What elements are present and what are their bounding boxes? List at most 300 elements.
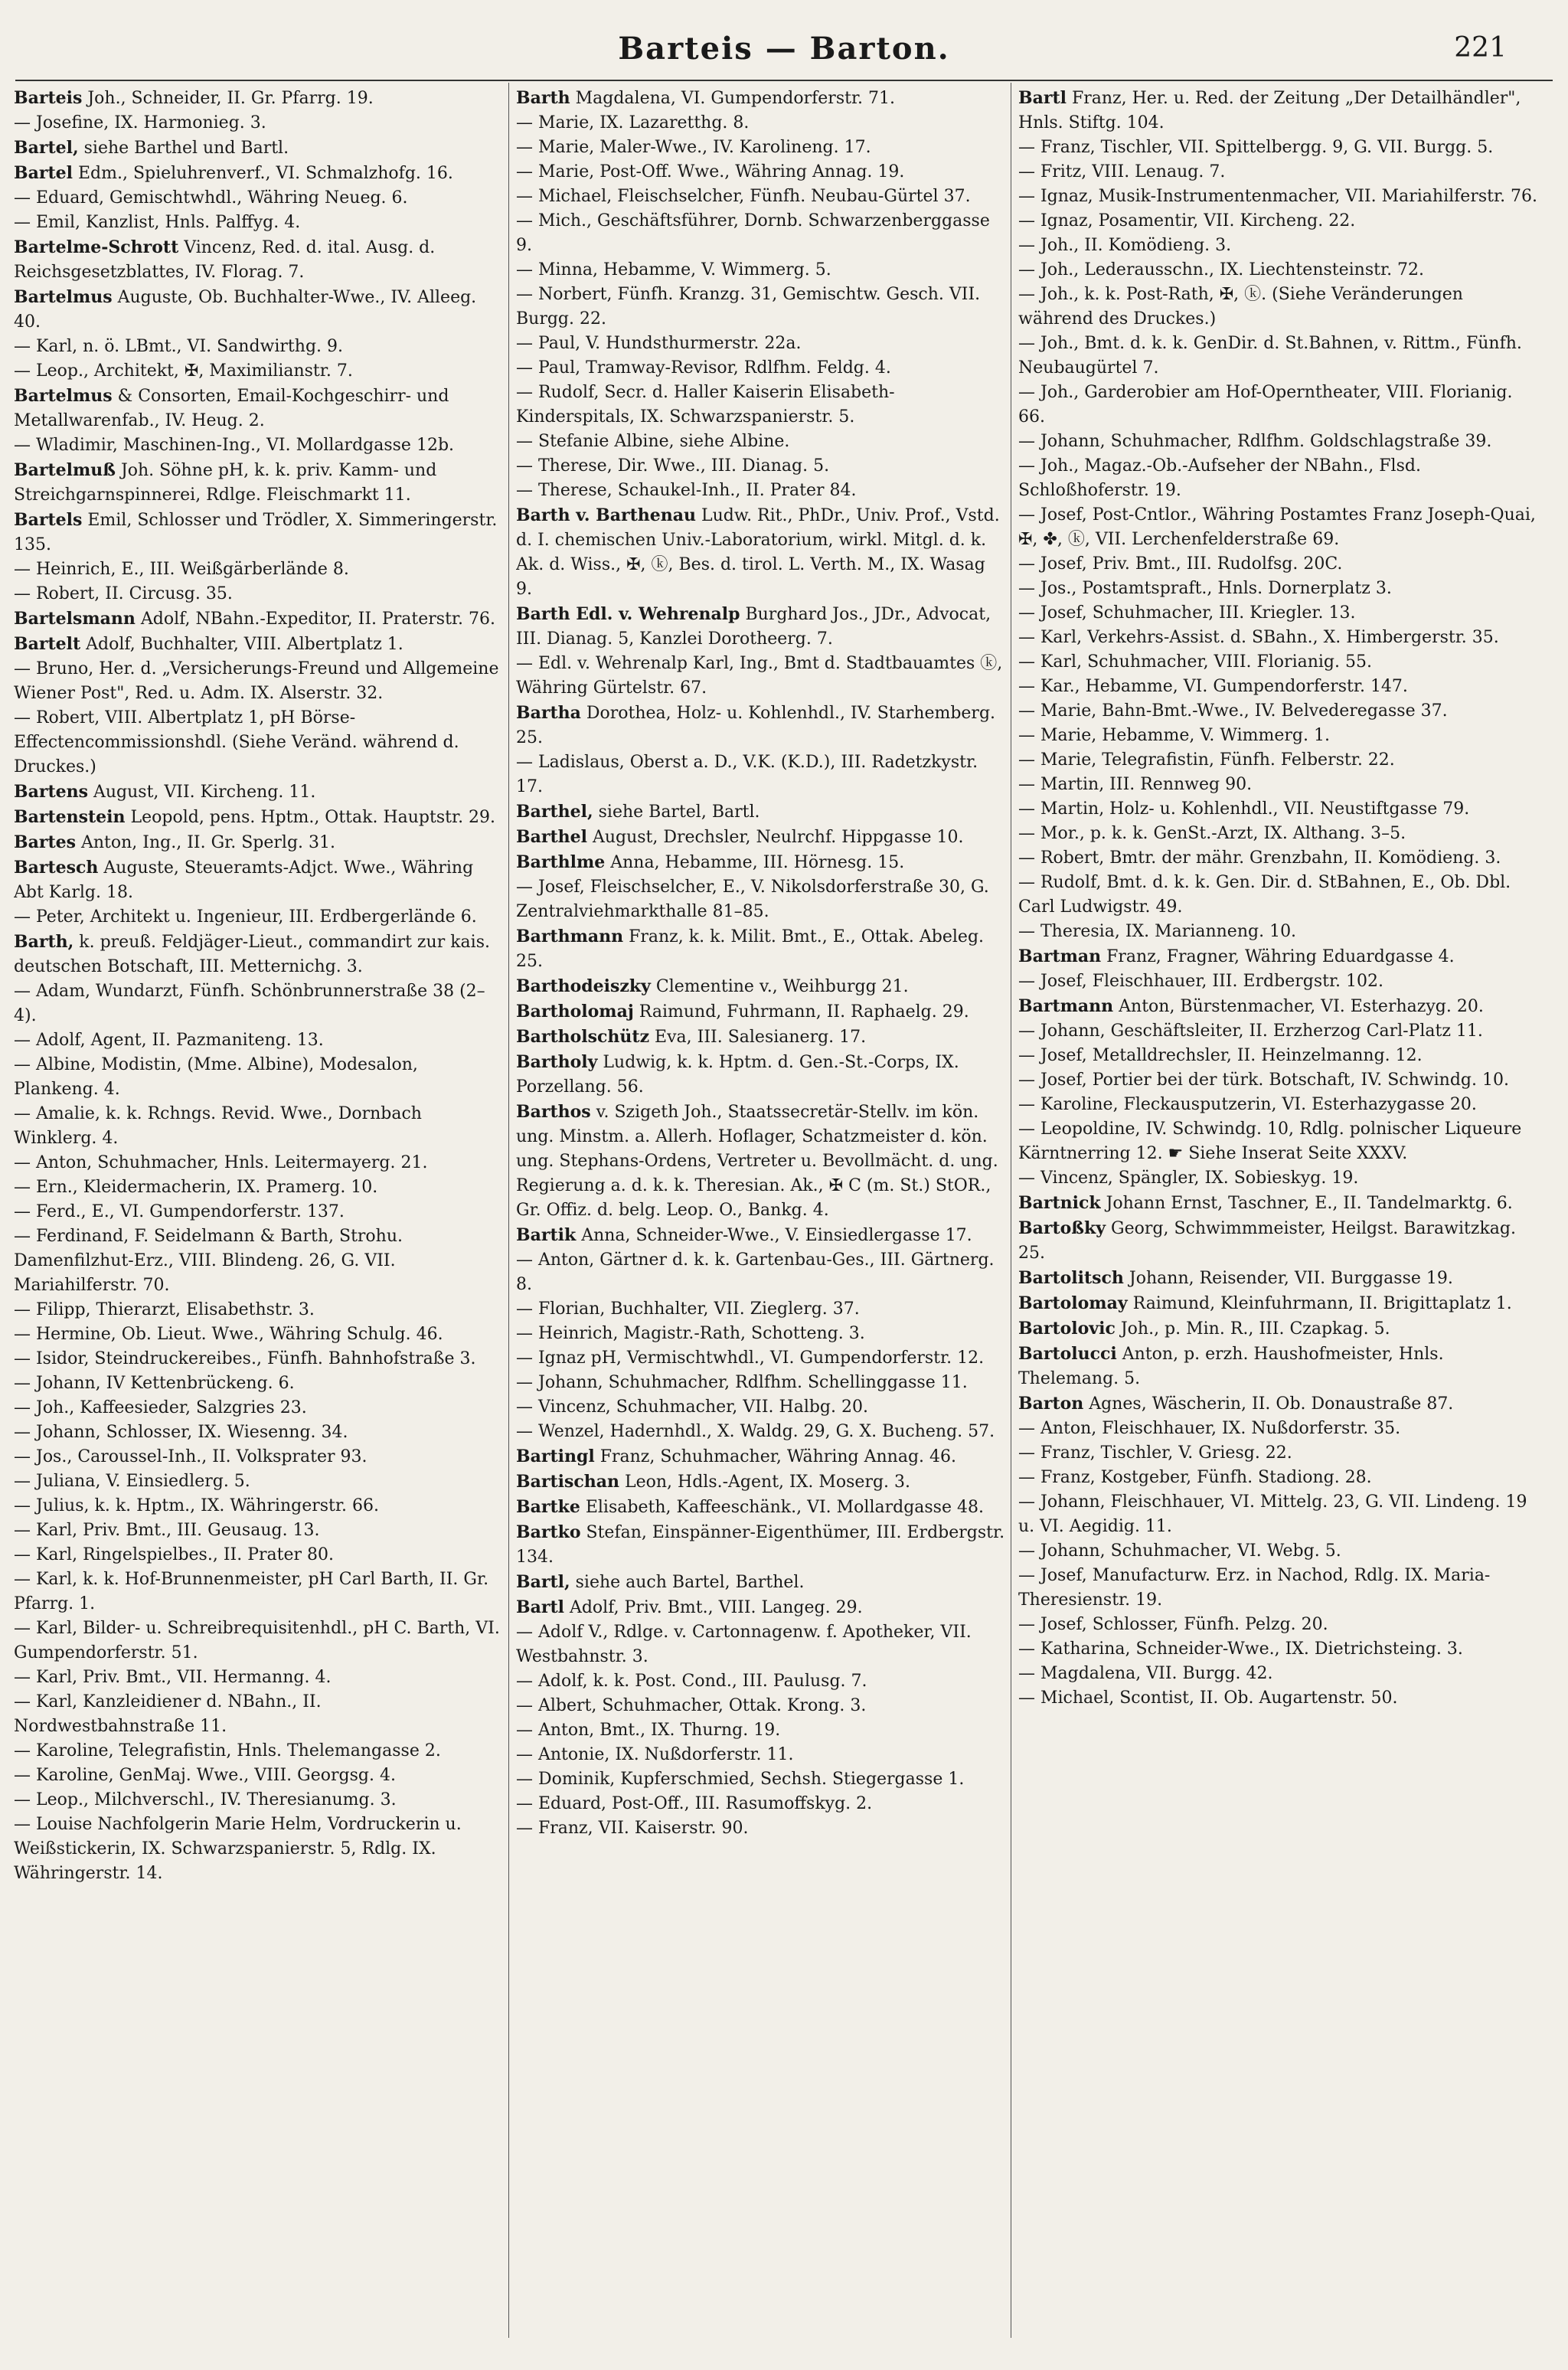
- directory-entry: [14, 1396, 504, 1420]
- entry-details: Johann, Reisender, VII. Burggasse 19.: [1123, 1269, 1453, 1288]
- directory-entry: [1018, 1166, 1539, 1191]
- entry-details: — Robert, VIII. Albertplatz 1, pH Börse-Effectencommissionshdl. (Siehe Veränd. während d. Druckes.): [14, 708, 459, 776]
- directory-entry: [1018, 577, 1539, 601]
- entry-details: — Norbert, Fünfh. Kranzg. 31, Gemischtw. Gesch. VII. Burgg. 22.: [516, 285, 981, 329]
- entry-details: — Karoline, GenMaj. Wwe., VIII. Georgsg. 4.: [14, 1766, 396, 1785]
- entry-details: — Josef, Portier bei der türk. Botschaft, IV. Schwindg. 10.: [1018, 1071, 1509, 1090]
- entry-details: — Joh., Garderobier am Hof-Operntheater, VIII. Florianig. 66.: [1018, 383, 1513, 427]
- directory-entry: [14, 1151, 504, 1175]
- entry-surname: Barth Edl. v. Wehrenalp: [516, 604, 740, 624]
- entry-details: — Martin, III. Rennweg 90.: [1018, 775, 1253, 794]
- directory-entry: [516, 1420, 1006, 1444]
- directory-entry: [14, 1200, 504, 1224]
- directory-entry: [1018, 430, 1539, 454]
- directory-entry: [1018, 1564, 1539, 1613]
- directory-entry: [516, 1816, 1006, 1841]
- entry-details: — Franz, Tischler, VII. Spittelbergg. 9, G. VII. Burgg. 5.: [1018, 138, 1494, 157]
- entry-details: — Filipp, Thierarzt, Elisabethstr. 3.: [14, 1300, 315, 1319]
- directory-entry: [516, 1248, 1006, 1297]
- entry-surname: Bartel: [14, 163, 73, 183]
- directory-entry: [14, 1813, 504, 1886]
- directory-entry: [14, 1102, 504, 1151]
- entry-details: — Stefanie Albine, siehe Albine.: [516, 432, 790, 451]
- directory-entry: [516, 1050, 1006, 1100]
- entry-details: — Vincenz, Schuhmacher, VII. Halbg. 20.: [516, 1397, 868, 1417]
- entry-details: — Juliana, V. Einsiedlerg. 5.: [14, 1472, 250, 1491]
- entry-details: — Julius, k. k. Hptm., IX. Währingerstr. 66.: [14, 1496, 379, 1515]
- directory-entry: [14, 1322, 504, 1347]
- directory-entry: [1018, 944, 1539, 969]
- directory-entry: [516, 283, 1006, 332]
- entry-details: — Rudolf, Bmt. d. k. k. Gen. Dir. d. StBahnen, E., Ob. Dbl. Carl Ludwigstr. 49.: [1018, 873, 1511, 917]
- entry-details: — Josef, Priv. Bmt., III. Rudolfsg. 20C.: [1018, 554, 1343, 574]
- directory-entry: [1018, 699, 1539, 724]
- directory-entry: [14, 1371, 504, 1396]
- entry-details: Johann Ernst, Taschner, E., II. Tandelmarktg. 6.: [1100, 1194, 1513, 1213]
- directory-entry: [1018, 650, 1539, 675]
- entry-details: — Josef, Metalldrechsler, II. Heinzelmanng. 12.: [1018, 1046, 1423, 1065]
- entry-details: Raimund, Fuhrmann, II. Raphaelg. 29.: [633, 1002, 969, 1022]
- directory-entry: [14, 1224, 504, 1298]
- directory-entry: [14, 335, 504, 359]
- entry-details: — Louise Nachfolgerin Marie Helm, Vordruckerin u. Weißstickerin, IX. Schwarzspanierstr. 5, Rdlg. IX. Währingerstr. 14.: [14, 1815, 462, 1883]
- entry-surname: Bartelmus: [14, 287, 113, 307]
- entry-surname: Bartholomaj: [516, 1002, 634, 1022]
- directory-entry: [14, 557, 504, 582]
- directory-entry: [1018, 1441, 1539, 1466]
- entry-details: — Amalie, k. k. Rchngs. Revid. Wwe., Dornbach Winklerg. 4.: [14, 1104, 422, 1148]
- directory-entry: [14, 1617, 504, 1666]
- entry-details: Vincenz, Red. d. ital. Ausg. d. Reichsgesetzblattes, IV. Florag. 7.: [14, 238, 436, 282]
- entry-details: — Florian, Buchhalter, VII. Zieglerg. 37.: [516, 1299, 860, 1319]
- entry-details: Anton, Bürstenmacher, VI. Esterhazyg. 20.: [1113, 997, 1484, 1016]
- column-divider: [508, 83, 509, 2338]
- entry-details: — Josef, Schlosser, Fünfh. Pelzg. 20.: [1018, 1615, 1328, 1634]
- entry-details: Dorothea, Holz- u. Kohlenhdl., IV. Starhemberg. 25.: [516, 704, 996, 747]
- directory-entry: [1018, 994, 1539, 1019]
- entry-details: — Ferdinand, F. Seidelmann & Barth, Strohu. Damenfilzhut-Erz., VIII. Blindeng. 26, G. VII. Mariahilferstr. 70.: [14, 1227, 403, 1295]
- entry-details: Franz, Fragner, Währing Eduardgasse 4.: [1101, 947, 1455, 966]
- directory-entry: [14, 1347, 504, 1371]
- page-number: 221: [1454, 32, 1507, 64]
- entry-details: — Franz, VII. Kaiserstr. 90.: [516, 1819, 749, 1838]
- entry-details: — Heinrich, E., III. Weißgärberlände 8.: [14, 560, 349, 579]
- directory-entry: [1018, 773, 1539, 797]
- directory-entry: [516, 209, 1006, 258]
- directory-entry: [516, 381, 1006, 430]
- entry-details: Clementine v., Weihburgg 21.: [650, 977, 909, 996]
- directory-entry: [14, 582, 504, 606]
- directory-entry: [516, 86, 1006, 111]
- directory-entry: [516, 332, 1006, 356]
- column-2: [516, 86, 1006, 2337]
- entry-details: — Emil, Kanzlist, Hnls. Palffyg. 4.: [14, 213, 301, 232]
- entry-details: — Marie, Post-Off. Wwe., Währing Annag. 19.: [516, 162, 905, 181]
- directory-entry: [516, 1100, 1006, 1223]
- entry-details: — Therese, Dir. Wwe., III. Dianag. 5.: [516, 456, 830, 476]
- page-header: [0, 31, 1568, 84]
- entry-details: — Marie, Bahn-Bmt.-Wwe., IV. Belvederegasse 37.: [1018, 701, 1448, 721]
- directory-entry: [1018, 1316, 1539, 1342]
- directory-entry: [516, 750, 1006, 799]
- entry-details: — Eduard, Post-Off., III. Rasumoffskyg. 2.: [516, 1794, 873, 1813]
- entry-details: — Karl, n. ö. LBmt., VI. Sandwirthg. 9.: [14, 337, 343, 356]
- directory-entry: [1018, 822, 1539, 846]
- directory-entry: [516, 850, 1006, 875]
- directory-entry: [516, 1223, 1006, 1248]
- entry-details: Franz, Schuhmacher, Währing Annag. 46.: [594, 1447, 956, 1466]
- directory-entry: [1018, 1613, 1539, 1637]
- entry-surname: Barth: [516, 88, 570, 108]
- directory-entry: [1018, 552, 1539, 577]
- entry-details: — Karl, Ringelspielbes., II. Prater 80.: [14, 1545, 334, 1564]
- directory-entry: [14, 1666, 504, 1690]
- entry-details: — Mich., Geschäftsführer, Dornb. Schwarzenberggasse 9.: [516, 211, 990, 255]
- entry-surname: Bartholy: [516, 1052, 598, 1072]
- directory-entry: [14, 805, 504, 830]
- directory-entry: [516, 1495, 1006, 1520]
- directory-entry: [14, 384, 504, 433]
- entry-details: — Theresia, IX. Marianneng. 10.: [1018, 922, 1297, 941]
- entry-details: — Karoline, Telegrafistin, Hnls. Thelemangasse 2.: [14, 1741, 441, 1760]
- directory-entry: [516, 1669, 1006, 1694]
- entry-surname: Bartholschütz: [516, 1027, 650, 1047]
- entry-details: — Eduard, Gemischtwhdl., Währing Neueg. 6.: [14, 188, 408, 208]
- column-1: [14, 86, 504, 2337]
- entry-details: — Josef, Fleischselcher, E., V. Nikolsdorferstraße 30, G. Zentralviehmarkthalle 81–85.: [516, 878, 989, 921]
- entry-details: — Karl, Kanzleidiener d. NBahn., II. Nordwestbahnstraße 11.: [14, 1692, 322, 1736]
- directory-entry: [516, 1297, 1006, 1322]
- directory-entry: [14, 508, 504, 557]
- entry-details: — Kar., Hebamme, VI. Gumpendorferstr. 147.: [1018, 677, 1408, 696]
- directory-entry: [516, 1743, 1006, 1767]
- entry-details: — Johann, Schuhmacher, Rdlfhm. Schellinggasse 11.: [516, 1373, 968, 1392]
- directory-entry: [14, 186, 504, 211]
- entry-details: — Vincenz, Spängler, IX. Sobieskyg. 19.: [1018, 1169, 1359, 1188]
- entry-details: — Marie, IX. Lazaretthg. 8.: [516, 113, 750, 132]
- directory-entry: [516, 1570, 1006, 1595]
- directory-entry: [516, 454, 1006, 479]
- entry-details: — Ignaz, Musik-Instrumentenmacher, VII. Mariahilferstr. 76.: [1018, 187, 1538, 206]
- entry-details: — Johann, Schlosser, IX. Wiesenng. 34.: [14, 1423, 348, 1442]
- entry-details: Raimund, Kleinfuhrmann, II. Brigittaplatz 1.: [1127, 1294, 1512, 1313]
- entry-details: — Adolf, k. k. Post. Cond., III. Paulusg. 7.: [516, 1672, 867, 1691]
- entry-details: — Joh., k. k. Post-Rath, ✠, ⓚ. (Siehe Veränderungen während des Druckes.): [1018, 285, 1463, 329]
- entry-details: Auguste, Ob. Buchhalter-Wwe., IV. Alleeg. 40.: [14, 288, 477, 332]
- directory-entry: [1018, 1216, 1539, 1266]
- directory-entry: [1018, 454, 1539, 503]
- entry-details: Edm., Spieluhrenverf., VI. Schmalzhofg. 16.: [72, 164, 453, 183]
- directory-entry: [1018, 1391, 1539, 1417]
- entry-details: — Leop., Milchverschl., IV. Theresianumg. 3.: [14, 1790, 397, 1809]
- directory-entry: [1018, 1686, 1539, 1711]
- directory-entry: [1018, 1637, 1539, 1662]
- entry-details: — Edl. v. Wehrenalp Karl, Ing., Bmt d. Stadtbauamtes ⓚ, Währing Gürtelstr. 67.: [516, 654, 1003, 698]
- directory-entry: [14, 1739, 504, 1764]
- entry-details: Joh. Söhne pH, k. k. priv. Kamm- und Streichgarnspinnerei, Rdlge. Fleischmarkt 11.: [14, 461, 437, 505]
- entry-surname: Bartenstein: [14, 807, 126, 827]
- directory-entry: [1018, 626, 1539, 650]
- directory-entry: [14, 433, 504, 458]
- entry-details: — Josef, Schuhmacher, III. Kriegler. 13.: [1018, 603, 1356, 623]
- entry-details: — Joh., Kaffeesieder, Salzgries 23.: [14, 1398, 307, 1417]
- entry-surname: Bartolovic: [1018, 1319, 1116, 1339]
- directory-entry: [1018, 86, 1539, 136]
- directory-entry: [14, 161, 504, 186]
- entry-details: — Karl, Priv. Bmt., III. Geusaug. 13.: [14, 1521, 320, 1540]
- directory-entry: [1018, 234, 1539, 258]
- directory-entry: [14, 905, 504, 930]
- entry-surname: Bartke: [516, 1497, 580, 1517]
- entry-details: — Anton, Fleischhauer, IX. Nußdorferstr. 35.: [1018, 1419, 1401, 1438]
- directory-entry: [14, 632, 504, 657]
- entry-details: — Jos., Caroussel-Inh., II. Volksprater 93.: [14, 1447, 368, 1466]
- entry-surname: Barth,: [14, 932, 74, 952]
- directory-entry: [516, 1469, 1006, 1495]
- directory-entry: [14, 1028, 504, 1053]
- entry-details: Anton, p. erzh. Haushofmeister, Hnls. Thelemang. 5.: [1018, 1345, 1444, 1388]
- entry-details: Adolf, Priv. Bmt., VIII. Langeg. 29.: [564, 1598, 863, 1617]
- entry-details: — Adolf V., Rdlge. v. Cartonnagenw. f. Apotheker, VII. Westbahnstr. 3.: [516, 1623, 972, 1666]
- directory-entry: [14, 458, 504, 508]
- directory-entry: [1018, 1068, 1539, 1093]
- entry-details: — Johann, IV Kettenbrückeng. 6.: [14, 1374, 295, 1393]
- entry-surname: Bartelme-Schrott: [14, 237, 179, 257]
- directory-entry: [1018, 1044, 1539, 1068]
- directory-entry: [516, 999, 1006, 1025]
- entry-details: Burghard Jos., JDr., Advocat, III. Dianag. 5, Kanzlei Dorotheerg. 7.: [516, 605, 991, 649]
- entry-details: — Paul, Tramway-Revisor, Rdlfhm. Feldg. 4.: [516, 358, 891, 378]
- directory-entry: [14, 706, 504, 780]
- entry-surname: Bartko: [516, 1522, 581, 1542]
- directory-entry: [516, 185, 1006, 209]
- entry-surname: Bartischan: [516, 1472, 619, 1492]
- entry-details: — Marie, Telegrafistin, Fünfh. Felberstr. 22.: [1018, 750, 1395, 770]
- entry-details: Auguste, Steueramts-Adjct. Wwe., Währing Abt Karlg. 18.: [14, 858, 474, 902]
- entry-surname: Bartelmus: [14, 386, 113, 406]
- entry-details: — Michael, Scontist, II. Ob. Augartenstr. 50.: [1018, 1688, 1398, 1708]
- entry-surname: Bartes: [14, 832, 76, 852]
- entry-details: — Johann, Fleischhauer, VI. Mittelg. 23, G. VII. Lindeng. 19 u. VI. Aegidig. 11.: [1018, 1492, 1527, 1536]
- entry-details: Leopold, pens. Hptm., Ottak. Hauptstr. 29.: [125, 808, 496, 827]
- entry-details: — Adam, Wundarzt, Fünfh. Schönbrunnerstraße 38 (2–4).: [14, 982, 485, 1025]
- entry-details: Joh., Schneider, II. Gr. Pfarrg. 19.: [82, 89, 374, 108]
- entry-details: — Michael, Fleischselcher, Fünfh. Neubau-Gürtel 37.: [516, 187, 971, 206]
- directory-entry: [1018, 185, 1539, 209]
- entry-details: Adolf, Buchhalter, VIII. Albertplatz 1.: [80, 635, 403, 654]
- directory-entry: [516, 825, 1006, 850]
- directory-entry: [516, 1025, 1006, 1050]
- entry-details: — Hermine, Ob. Lieut. Wwe., Währing Schulg. 46.: [14, 1325, 443, 1344]
- entry-surname: Bartens: [14, 782, 88, 802]
- directory-entry: [516, 111, 1006, 136]
- entry-details: August, Drechsler, Neulrchf. Hippgasse 10.: [586, 828, 964, 847]
- entry-details: — Ignaz pH, Vermischtwhdl., VI. Gumpendorferstr. 12.: [516, 1348, 985, 1368]
- entry-surname: Bartik: [516, 1225, 577, 1245]
- directory-entry: [14, 1445, 504, 1469]
- entry-surname: Barth v. Barthenau: [516, 505, 696, 525]
- entry-surname: Bartelt: [14, 634, 81, 654]
- directory-entry: [14, 235, 504, 285]
- directory-entry: [516, 1395, 1006, 1420]
- directory-entry: [516, 924, 1006, 974]
- entry-surname: Barthodeiszky: [516, 976, 651, 996]
- directory-entry: [516, 701, 1006, 750]
- directory-entry: [1018, 1466, 1539, 1490]
- directory-entry: [516, 503, 1006, 602]
- entry-surname: Bartels: [14, 510, 83, 530]
- entry-details: — Paul, V. Hundsthurmerstr. 22a.: [516, 334, 802, 353]
- directory-entry: [1018, 846, 1539, 871]
- entry-details: — Josef, Fleischhauer, III. Erdbergstr. 102.: [1018, 972, 1384, 991]
- directory-entry: [1018, 1662, 1539, 1686]
- entry-details: — Franz, Kostgeber, Fünfh. Stadiong. 28.: [1018, 1468, 1372, 1487]
- directory-entry: [14, 211, 504, 235]
- entry-details: k. preuß. Feldjäger-Lieut., commandirt zur kais. deutschen Botschaft, III. Metternichg. 3.: [14, 933, 490, 976]
- directory-entry: [1018, 1117, 1539, 1166]
- directory-entry: [14, 1175, 504, 1200]
- directory-entry: [14, 136, 504, 161]
- entry-details: Joh., p. Min. R., III. Czapkag. 5.: [1115, 1319, 1390, 1339]
- directory-entry: [14, 359, 504, 384]
- entry-details: August, VII. Kircheng. 11.: [87, 783, 316, 802]
- entry-details: — Leop., Architekt, ✠, Maximilianstr. 7.: [14, 361, 353, 381]
- directory-entry: [1018, 748, 1539, 773]
- directory-entry: [1018, 381, 1539, 430]
- entry-details: — Anton, Bmt., IX. Thurng. 19.: [516, 1721, 781, 1740]
- entry-surname: Barthlme: [516, 852, 606, 872]
- directory-entry: [1018, 1191, 1539, 1216]
- directory-entry: [1018, 920, 1539, 944]
- entry-details: Anton, Ing., II. Gr. Sperlg. 31.: [76, 833, 336, 852]
- directory-entry: [1018, 209, 1539, 234]
- entry-details: — Johann, Geschäftsleiter, II. Erzherzog Carl-Platz 11.: [1018, 1022, 1483, 1041]
- entry-surname: Bartolomay: [1018, 1293, 1128, 1313]
- entry-details: Stefan, Einspänner-Eigenthümer, III. Erdbergstr. 134.: [516, 1523, 1005, 1567]
- directory-entry: [14, 657, 504, 706]
- directory-entry: [14, 780, 504, 805]
- directory-entry: [1018, 1093, 1539, 1117]
- directory-entry: [1018, 258, 1539, 283]
- entry-details: Eva, III. Salesianerg. 17.: [649, 1028, 867, 1047]
- entry-details: v. Szigeth Joh., Staatssecretär-Stellv. im kön. ung. Minstm. a. Allerh. Hoflager, Schatzmeister d. kön. ung. Stephans-Ordens, Vertreter u. Bevollmächt. d. ung. Regierung a. d. k. k. Theresian. Ak., ✠ C (m. St.) StOR., Gr. Offiz. d. belg. Leop. O., Bankg. 4.: [516, 1103, 998, 1220]
- entry-details: — Marie, Maler-Wwe., IV. Karolineng. 17.: [516, 138, 871, 157]
- directory-entry: [14, 1298, 504, 1322]
- directory-entry: [516, 799, 1006, 825]
- entry-details: — Ferd., E., VI. Gumpendorferstr. 137.: [14, 1202, 345, 1221]
- entry-surname: Bartman: [1018, 946, 1102, 966]
- entry-details: — Joh., Bmt. d. k. k. GenDir. d. St.Bahnen, v. Rittm., Fünfh. Neubaugürtel 7.: [1018, 334, 1522, 378]
- entry-details: Anna, Hebamme, III. Hörnesg. 15.: [605, 853, 905, 872]
- entry-details: siehe Barthel und Bartl.: [78, 139, 289, 158]
- directory-entry: [14, 86, 504, 111]
- entry-details: — Josef, Manufacturw. Erz. in Nachod, Rdlg. IX. Maria-Theresienstr. 19.: [1018, 1566, 1491, 1610]
- directory-entry: [14, 979, 504, 1028]
- entry-details: — Anton, Schuhmacher, Hnls. Leitermayerg. 21.: [14, 1153, 428, 1172]
- directory-entry: [516, 1322, 1006, 1346]
- directory-entry: [1018, 1266, 1539, 1291]
- directory-entry: [516, 652, 1006, 701]
- directory-entry: [1018, 283, 1539, 332]
- entry-surname: Bartl,: [516, 1572, 570, 1592]
- entry-surname: Bartoßky: [1018, 1218, 1106, 1238]
- entry-surname: Bartesch: [14, 858, 99, 878]
- entry-details: Agnes, Wäscherin, II. Ob. Donaustraße 87.: [1083, 1394, 1454, 1414]
- directory-entry: [14, 1469, 504, 1494]
- entry-details: — Wladimir, Maschinen-Ing., VI. Mollardgasse 12b.: [14, 436, 455, 455]
- entry-details: — Josef, Post-Cntlor., Währing Postamtes Franz Joseph-Quai, ✠, ✤, ⓚ, VII. Lerchenfelderstraße 69.: [1018, 505, 1536, 549]
- directory-entry: [14, 606, 504, 632]
- entry-details: — Karl, Schuhmacher, VIII. Florianig. 55.: [1018, 652, 1372, 672]
- entry-surname: Bartnick: [1018, 1193, 1101, 1213]
- entry-details: — Karl, k. k. Hof-Brunnenmeister, pH Carl Barth, II. Gr. Pfarrg. 1.: [14, 1570, 489, 1613]
- entry-surname: Barteis: [14, 88, 83, 108]
- entry-details: — Joh., Magaz.-Ob.-Aufseher der NBahn., Flsd. Schloßhoferstr. 19.: [1018, 456, 1421, 500]
- entry-surname: Bartmann: [1018, 996, 1114, 1016]
- entry-details: — Albine, Modistin, (Mme. Albine), Modesalon, Plankeng. 4.: [14, 1055, 418, 1099]
- directory-entry: [14, 1518, 504, 1543]
- directory-entry: [516, 1520, 1006, 1570]
- directory-entry: [1018, 797, 1539, 822]
- entry-details: — Bruno, Her. d. „Versicherungs-Freund und Allgemeine Wiener Post", Red. u. Adm. IX. Alserstr. 32.: [14, 659, 499, 703]
- directory-entry: [14, 111, 504, 136]
- entry-surname: Bartha: [516, 703, 581, 723]
- directory-entry: [1018, 332, 1539, 381]
- entry-surname: Bartelmuß: [14, 460, 116, 480]
- entry-details: — Ladislaus, Oberst a. D., V.K. (K.D.), III. Radetzkystr. 17.: [516, 753, 978, 796]
- entry-details: Adolf, NBahn.-Expeditor, II. Praterstr. 76.: [135, 610, 496, 629]
- entry-details: — Wenzel, Hadernhdl., X. Waldg. 29, G. X. Bucheng. 57.: [516, 1422, 995, 1441]
- directory-entry: [14, 285, 504, 335]
- directory-entry: [516, 258, 1006, 283]
- directory-entry: [516, 1694, 1006, 1718]
- entry-details: — Robert, II. Circusg. 35.: [14, 584, 233, 603]
- entry-details: — Adolf, Agent, II. Pazmaniteng. 13.: [14, 1031, 324, 1050]
- directory-entry: [516, 602, 1006, 652]
- entry-details: Georg, Schwimmmeister, Heilgst. Barawitzkag. 25.: [1018, 1219, 1516, 1263]
- directory-entry: [14, 1690, 504, 1739]
- directory-entry: [516, 1595, 1006, 1620]
- entry-details: — Marie, Hebamme, V. Wimmerg. 1.: [1018, 726, 1330, 745]
- directory-entry: [14, 1764, 504, 1788]
- entry-surname: Bartingl: [516, 1447, 595, 1466]
- entry-details: — Magdalena, VII. Burgg. 42.: [1018, 1664, 1273, 1683]
- directory-entry: [516, 356, 1006, 381]
- directory-entry: [1018, 871, 1539, 920]
- directory-entry: [516, 479, 1006, 503]
- directory-entry: [1018, 969, 1539, 994]
- directory-entry: [516, 974, 1006, 999]
- entry-details: — Karl, Verkehrs-Assist. d. SBahn., X. Himbergerstr. 35.: [1018, 628, 1499, 647]
- entry-details: — Martin, Holz- u. Kohlenhdl., VII. Neustiftgasse 79.: [1018, 799, 1470, 819]
- entry-details: — Johann, Schuhmacher, VI. Webg. 5.: [1018, 1541, 1341, 1561]
- directory-entry: [516, 136, 1006, 160]
- entry-details: Ludw. Rit., PhDr., Univ. Prof., Vstd. d. I. chemischen Univ.-Laboratorium, wirkl. Mitgl. d. k. Ak. d. Wiss., ✠, ⓚ, Bes. d. tirol. L. Verth. M., IX. Wasag 9.: [516, 506, 1000, 599]
- directory-entry: [516, 430, 1006, 454]
- entry-details: — Mor., p. k. k. GenSt.-Arzt, IX. Althang. 3–5.: [1018, 824, 1406, 843]
- entry-details: — Franz, Tischler, V. Griesg. 22.: [1018, 1443, 1292, 1463]
- directory-entry: [14, 1420, 504, 1445]
- entry-details: — Heinrich, Magistr.-Rath, Schotteng. 3.: [516, 1324, 865, 1343]
- directory-entry: [1018, 1291, 1539, 1316]
- directory-entry: [14, 830, 504, 855]
- entry-surname: Barthmann: [516, 927, 624, 946]
- directory-entry: [14, 1567, 504, 1617]
- entry-details: — Albert, Schuhmacher, Ottak. Krong. 3.: [516, 1696, 867, 1715]
- entry-details: Franz, k. k. Milit. Bmt., E., Ottak. Abeleg. 25.: [516, 927, 985, 971]
- directory-entry: [14, 855, 504, 905]
- entry-details: Franz, Her. u. Red. der Zeitung „Der Detailhändler", Hnls. Stiftg. 104.: [1018, 89, 1521, 132]
